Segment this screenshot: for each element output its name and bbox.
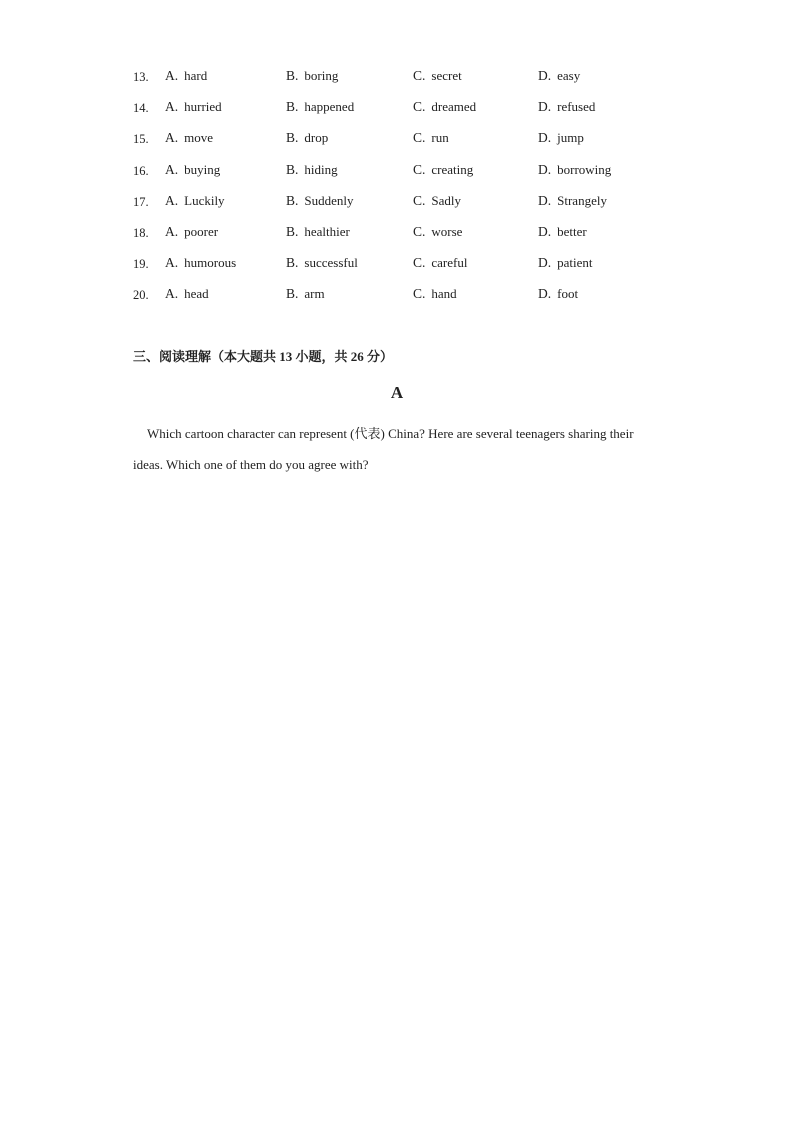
- option-letter: D.: [538, 192, 552, 208]
- option-d: [538, 191, 607, 211]
- option-c: [413, 128, 449, 148]
- option-letter: A.: [165, 161, 179, 177]
- option-c: [413, 160, 473, 180]
- question-row: [133, 284, 673, 315]
- option-text: hiding: [304, 161, 338, 177]
- option-text: borrowing: [557, 161, 612, 177]
- option-text: hurried: [184, 99, 222, 115]
- option-text: dreamed: [431, 99, 477, 115]
- question-row: [133, 222, 673, 253]
- question-row: [133, 97, 673, 128]
- passage-title: A: [390, 383, 404, 402]
- question-row: [133, 191, 673, 222]
- option-a: [165, 128, 213, 148]
- question-number: 15.: [133, 132, 149, 147]
- option-b: [286, 222, 350, 242]
- option-letter: A.: [165, 192, 179, 208]
- option-a: [165, 191, 225, 211]
- option-text: Sadly: [431, 192, 462, 208]
- option-text: careful: [431, 255, 468, 271]
- option-a: [165, 253, 236, 273]
- option-a: [165, 97, 222, 117]
- option-letter: B.: [286, 68, 299, 83]
- option-letter: B.: [286, 223, 299, 239]
- option-text: drop: [304, 130, 329, 146]
- option-text: Strangely: [557, 192, 607, 208]
- question-number: 20.: [133, 288, 149, 303]
- option-text: run: [431, 130, 449, 146]
- option-letter: D.: [538, 223, 552, 239]
- option-c: [413, 191, 461, 211]
- option-text: Suddenly: [304, 192, 354, 208]
- question-row: [133, 128, 673, 159]
- option-b: [286, 191, 354, 211]
- option-a: [165, 160, 220, 180]
- option-text: worse: [431, 223, 463, 239]
- option-letter: B.: [286, 286, 299, 302]
- option-letter: D.: [538, 130, 552, 146]
- question-number: 16.: [133, 163, 149, 178]
- option-letter: B.: [286, 255, 299, 271]
- option-text: healthier: [304, 223, 350, 239]
- option-text: boring: [304, 68, 339, 83]
- option-letter: A.: [165, 99, 179, 115]
- option-letter: B.: [286, 161, 299, 177]
- option-letter: D.: [538, 99, 552, 115]
- option-text: poorer: [184, 223, 219, 239]
- option-letter: A.: [165, 223, 179, 239]
- option-c: [413, 253, 467, 273]
- question-number: 13.: [133, 70, 149, 84]
- option-b: [286, 160, 338, 180]
- option-letter: C.: [413, 130, 426, 146]
- option-a: [165, 66, 207, 86]
- option-letter: C.: [413, 192, 426, 208]
- option-letter: B.: [286, 99, 299, 115]
- option-text: refused: [557, 99, 596, 115]
- option-d: [538, 66, 580, 86]
- option-c: [413, 66, 462, 86]
- option-letter: C.: [413, 68, 426, 83]
- option-text: better: [557, 223, 587, 239]
- option-letter: C.: [413, 99, 426, 115]
- option-letter: D.: [538, 68, 552, 83]
- option-letter: A.: [165, 255, 179, 271]
- question-number: 14.: [133, 101, 149, 116]
- option-c: [413, 222, 462, 242]
- passage-text: Which cartoon character can represent (代表) China? Here are several teenagers sharing their ideas. Which one of them do you agree with?: [133, 426, 634, 472]
- option-text: humorous: [184, 255, 237, 271]
- option-letter: B.: [286, 130, 299, 146]
- option-c: [413, 97, 476, 117]
- option-letter: A.: [165, 286, 179, 302]
- option-text: foot: [557, 286, 579, 302]
- option-d: [538, 128, 584, 148]
- question-number: 17.: [133, 194, 149, 209]
- option-a: [165, 284, 209, 304]
- option-letter: A.: [165, 130, 179, 146]
- option-letter: D.: [538, 161, 552, 177]
- option-text: arm: [304, 286, 325, 302]
- question-row: [133, 160, 673, 191]
- option-d: [538, 97, 595, 117]
- option-text: patient: [557, 255, 593, 271]
- option-letter: A.: [165, 68, 179, 83]
- option-c: [413, 284, 457, 304]
- option-letter: D.: [538, 286, 552, 302]
- option-text: creating: [431, 161, 474, 177]
- option-b: [286, 284, 325, 304]
- option-text: jump: [557, 130, 584, 146]
- option-text: Luckily: [184, 192, 225, 208]
- option-d: [538, 253, 593, 273]
- question-number: 18.: [133, 225, 149, 240]
- option-b: [286, 66, 338, 86]
- option-letter: D.: [538, 255, 552, 271]
- option-letter: B.: [286, 192, 299, 208]
- option-d: [538, 284, 578, 304]
- question-list: [133, 66, 673, 316]
- section-heading: 三、阅读理解（本大题共 13 小题，共 26 分）: [133, 349, 394, 364]
- option-text: happened: [304, 99, 355, 115]
- option-text: easy: [557, 68, 581, 83]
- question-row: [133, 66, 673, 97]
- option-letter: C.: [413, 255, 426, 271]
- option-a: [165, 222, 218, 242]
- option-letter: C.: [413, 223, 426, 239]
- option-d: [538, 160, 611, 180]
- option-text: hand: [431, 286, 457, 302]
- option-b: [286, 253, 358, 273]
- option-text: move: [184, 130, 214, 146]
- option-b: [286, 128, 328, 148]
- question-row: [133, 253, 673, 284]
- option-letter: C.: [413, 286, 426, 302]
- option-text: buying: [184, 161, 221, 177]
- option-text: head: [184, 286, 209, 302]
- question-number: 19.: [133, 257, 149, 272]
- option-letter: C.: [413, 161, 426, 177]
- option-b: [286, 97, 354, 117]
- option-d: [538, 222, 587, 242]
- option-text: successful: [304, 255, 358, 271]
- option-text: secret: [431, 68, 462, 83]
- option-text: hard: [184, 68, 208, 83]
